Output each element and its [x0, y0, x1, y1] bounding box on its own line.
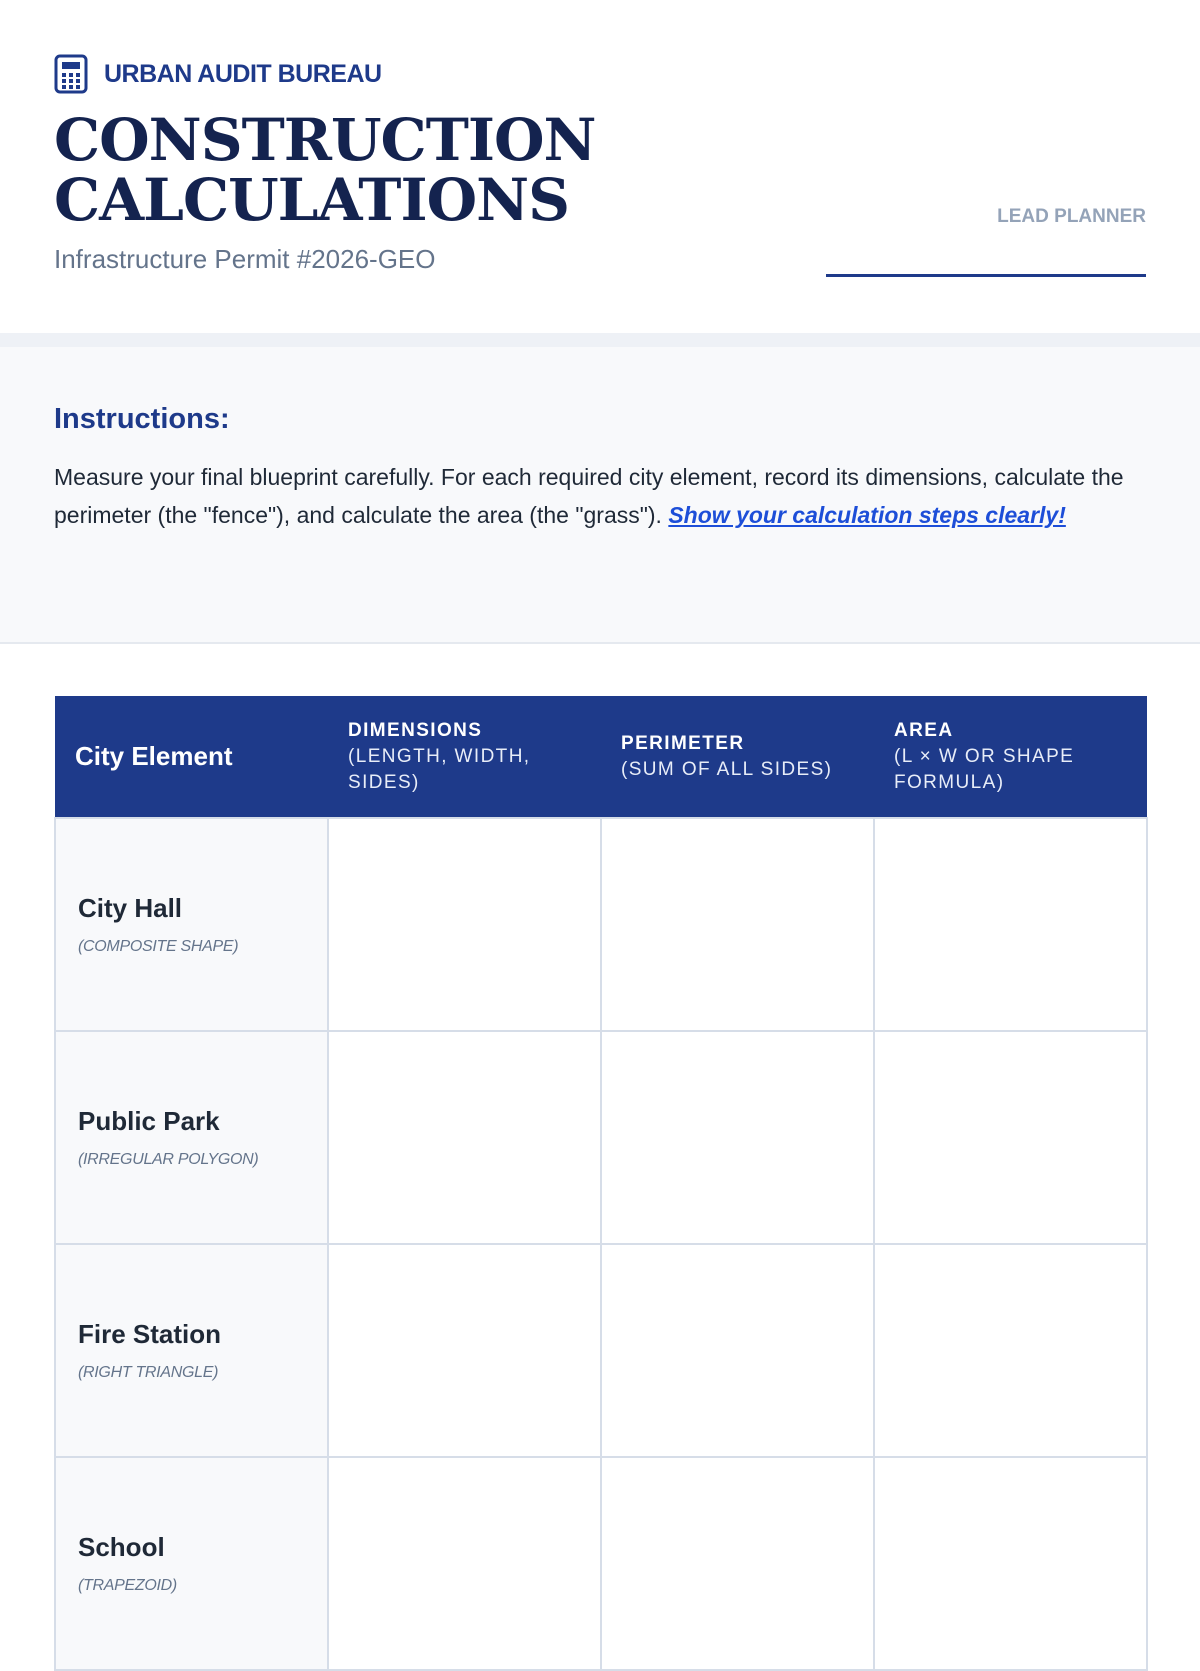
- table-row: [55, 1031, 1147, 1244]
- column-header-sublabel: (SUM OF ALL SIDES): [621, 758, 833, 780]
- instructions-text: [54, 458, 1146, 534]
- brand: [54, 54, 382, 94]
- page-title-line-1: CONSTRUCTION: [54, 106, 596, 174]
- signature-line[interactable]: [826, 274, 1146, 277]
- column-header-label: City Element: [75, 741, 233, 771]
- instructions-body: Measure your final blueprint carefully. For each required city element, record its dimensions, calculate the perimeter (the "fence"), and calculate the area (the "grass").: [54, 464, 1124, 528]
- element-name: Fire Station: [78, 1319, 222, 1349]
- dimensions-cell[interactable]: [328, 1244, 601, 1457]
- area-cell[interactable]: [874, 818, 1147, 1031]
- header-divider: [0, 333, 1200, 347]
- perimeter-cell[interactable]: [601, 1457, 874, 1670]
- perimeter-cell[interactable]: [601, 1031, 874, 1244]
- element-shape: (IRREGULAR POLYGON): [78, 1151, 259, 1168]
- element-cell: [55, 1457, 328, 1670]
- element-shape: (TRAPEZOID): [78, 1577, 177, 1594]
- element-shape: (COMPOSITE SHAPE): [78, 938, 239, 955]
- column-header-label: DIMENSIONS: [348, 719, 483, 741]
- column-header-sublabel: (L × W OR SHAPE FORMULA): [894, 745, 1075, 793]
- element-name: School: [78, 1532, 165, 1562]
- column-header-city-element: [55, 696, 328, 818]
- brand-name: URBAN AUDIT BUREAU: [104, 59, 382, 88]
- instructions-panel: [0, 347, 1200, 644]
- column-header-sublabel: (LENGTH, WIDTH, SIDES): [348, 745, 531, 793]
- table-row: [55, 1457, 1147, 1670]
- page-title-line-2: CALCULATIONS: [54, 166, 570, 234]
- column-header-label: AREA: [894, 719, 954, 741]
- element-shape: (RIGHT TRIANGLE): [78, 1364, 219, 1381]
- table-header-row: [55, 696, 1147, 818]
- column-header-area: [874, 696, 1147, 818]
- document-header: [0, 0, 1200, 333]
- table-row: [55, 818, 1147, 1031]
- table-row: [55, 1244, 1147, 1457]
- perimeter-cell[interactable]: [601, 818, 874, 1031]
- instructions-heading: Instructions:: [54, 403, 230, 435]
- element-cell: [55, 1031, 328, 1244]
- page-title: [54, 106, 674, 234]
- area-cell[interactable]: [874, 1031, 1147, 1244]
- dimensions-cell[interactable]: [328, 1457, 601, 1670]
- column-header-label: PERIMETER: [621, 732, 745, 754]
- element-name: City Hall: [78, 893, 183, 923]
- calculation-table-wrapper: [0, 644, 1200, 1671]
- area-cell[interactable]: [874, 1244, 1147, 1457]
- element-name: Public Park: [78, 1106, 220, 1136]
- dimensions-cell[interactable]: [328, 1031, 601, 1244]
- calculation-table: [54, 696, 1148, 1671]
- element-cell: [55, 818, 328, 1031]
- column-header-perimeter: [601, 696, 874, 818]
- area-cell[interactable]: [874, 1457, 1147, 1670]
- lead-planner-signature: [826, 206, 1146, 228]
- column-header-dimensions: [328, 696, 601, 818]
- permit-subtitle: Infrastructure Permit #2026-GEO: [54, 244, 436, 274]
- perimeter-cell[interactable]: [601, 1244, 874, 1457]
- element-cell: [55, 1244, 328, 1457]
- calculator-icon: [54, 54, 92, 94]
- signature-label: LEAD PLANNER: [997, 206, 1146, 227]
- dimensions-cell[interactable]: [328, 818, 601, 1031]
- instructions-emphasis: Show your calculation steps clearly!: [668, 502, 1066, 528]
